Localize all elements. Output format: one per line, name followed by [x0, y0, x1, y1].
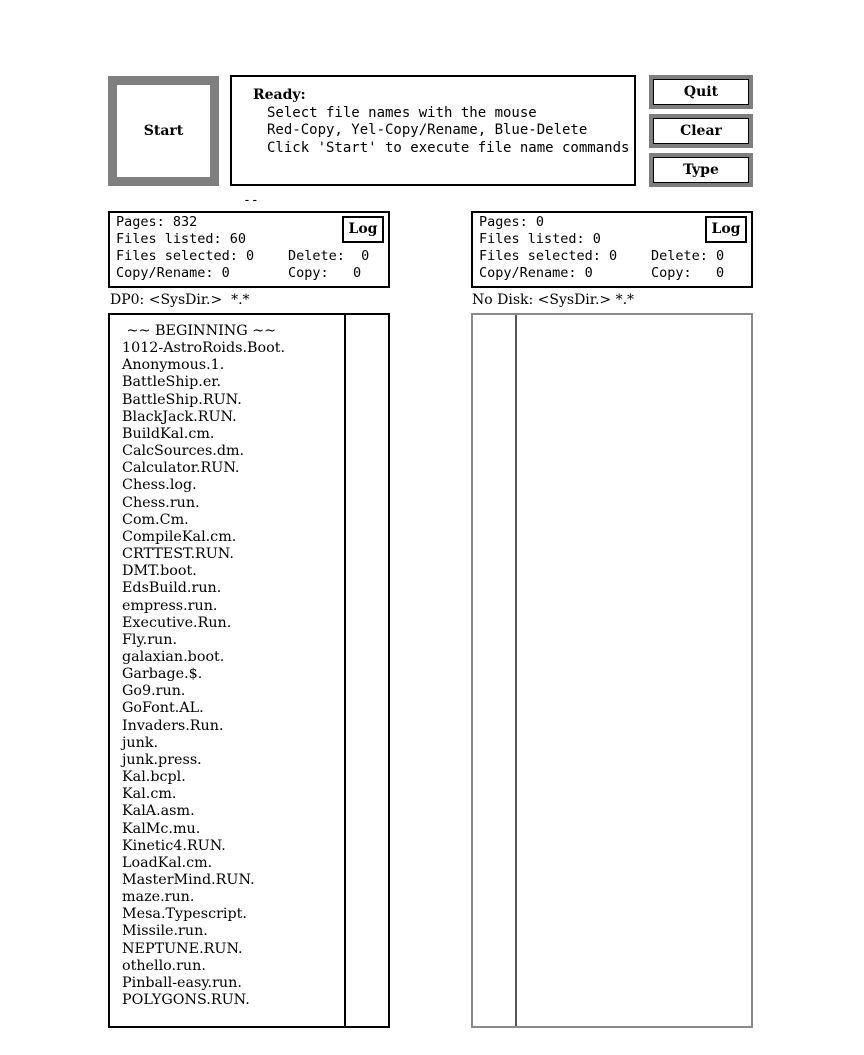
right-list-divider	[515, 315, 517, 1026]
file-list-item[interactable]: Invaders.Run.	[122, 717, 224, 734]
instruction-line: Click 'Start' to execute file name commands	[267, 139, 630, 156]
file-list-item[interactable]: BattleShip.RUN.	[122, 391, 242, 408]
left-log-button[interactable]: Log	[342, 216, 384, 243]
quit-button-label: Quit	[653, 79, 749, 105]
file-list-item[interactable]: GoFont.AL.	[122, 700, 204, 717]
file-list-item[interactable]: POLYGONS.RUN.	[122, 992, 250, 1009]
file-list-item[interactable]: empress.run.	[122, 597, 218, 614]
right-file-list[interactable]	[471, 313, 753, 1028]
file-list-item[interactable]: junk.	[122, 734, 159, 751]
file-list-item[interactable]: BattleShip.er.	[122, 374, 222, 391]
start-button[interactable]: Start	[108, 76, 219, 186]
left-copy-count: Copy: 0	[288, 265, 362, 281]
file-list-item[interactable]: LoadKal.cm.	[122, 854, 213, 871]
file-list-item[interactable]: EdsBuild.run.	[122, 580, 222, 597]
instruction-line: Red-Copy, Yel-Copy/Rename, Blue-Delete	[267, 122, 588, 138]
file-list-item[interactable]: KalMc.mu.	[122, 820, 201, 837]
list-beginning-marker[interactable]: ~~ BEGINNING ~~	[122, 323, 277, 339]
file-list-item[interactable]: Fly.run.	[122, 631, 178, 648]
right-pages: Pages: 0	[479, 214, 545, 230]
left-directory-label: DP0: <SysDir.> *.*	[110, 292, 250, 308]
status-message-box	[230, 75, 636, 186]
file-list-item[interactable]: Com.Cm.	[122, 511, 189, 528]
file-list-item[interactable]: KalA.asm.	[122, 803, 195, 820]
file-list-item[interactable]: Kinetic4.RUN.	[122, 837, 226, 854]
file-list-item[interactable]: galaxian.boot.	[122, 648, 225, 665]
file-list-item[interactable]: CalcSources.dm.	[122, 443, 245, 460]
file-list-item[interactable]: Anonymous.1.	[122, 357, 225, 374]
file-list-item[interactable]: Pinball-easy.run.	[122, 974, 242, 991]
left-files-listed: Files listed: 60	[116, 231, 247, 247]
file-list-item[interactable]: Go9.run.	[122, 683, 186, 700]
file-list-item[interactable]: Chess.log.	[122, 477, 197, 494]
file-list-item[interactable]: Mesa.Typescript.	[122, 906, 247, 923]
file-name-column	[110, 315, 346, 1026]
type-button[interactable]	[649, 153, 753, 187]
file-list-item[interactable]: othello.run.	[122, 957, 206, 974]
file-list-item[interactable]: MasterMind.RUN.	[122, 872, 255, 888]
file-list-item[interactable]: Chess.run.	[122, 494, 200, 511]
text-cursor-mark: --	[243, 193, 259, 208]
instruction-line: Select file names with the mouse	[267, 104, 537, 121]
file-list-item[interactable]: CompileKal.cm.	[122, 528, 237, 545]
file-list-item[interactable]: Kal.bcpl.	[122, 769, 186, 786]
clear-button-label: Clear	[653, 118, 749, 144]
quit-button[interactable]	[649, 75, 753, 109]
type-button-label: Type	[653, 157, 749, 183]
left-pages: Pages: 832	[116, 214, 198, 230]
right-directory-label: No Disk: <SysDir.> *.*	[472, 292, 635, 308]
left-stats-panel	[108, 211, 390, 288]
right-files-listed: Files listed: 0	[479, 231, 601, 247]
right-copy-count: Copy: 0	[651, 265, 725, 281]
file-list-item[interactable]: BlackJack.RUN.	[122, 408, 237, 425]
right-files-selected: Files selected: 0	[479, 248, 618, 264]
file-list-item[interactable]: Garbage.$.	[122, 666, 203, 683]
file-list-item[interactable]: 1012-AstroRoids.Boot.	[122, 340, 286, 357]
left-files-selected: Files selected: 0	[116, 248, 255, 264]
right-delete-count: Delete: 0	[651, 248, 725, 264]
status-title: Ready:	[253, 87, 306, 103]
file-list-item[interactable]: NEPTUNE.RUN.	[122, 940, 243, 957]
file-list-item[interactable]: DMT.boot.	[122, 563, 197, 580]
left-file-list[interactable]	[108, 313, 390, 1028]
right-stats-panel	[471, 211, 753, 288]
file-list-item[interactable]: Executive.Run.	[122, 614, 232, 631]
file-list-item[interactable]: junk.press.	[122, 751, 202, 768]
right-copy-rename-count: Copy/Rename: 0	[479, 265, 593, 281]
file-list-item[interactable]: Calculator.RUN.	[122, 460, 240, 477]
file-list-item[interactable]: Kal.cm.	[122, 786, 177, 803]
file-list-item[interactable]: Missile.run.	[122, 923, 208, 940]
left-copy-rename-count: Copy/Rename: 0	[116, 265, 230, 281]
left-delete-count: Delete: 0	[288, 248, 370, 264]
right-log-button[interactable]: Log	[705, 216, 747, 243]
clear-button[interactable]	[649, 114, 753, 148]
file-list-item[interactable]: BuildKal.cm.	[122, 425, 215, 442]
file-list-item[interactable]: CRTTEST.RUN.	[122, 546, 234, 563]
file-list-item[interactable]: maze.run.	[122, 889, 195, 906]
